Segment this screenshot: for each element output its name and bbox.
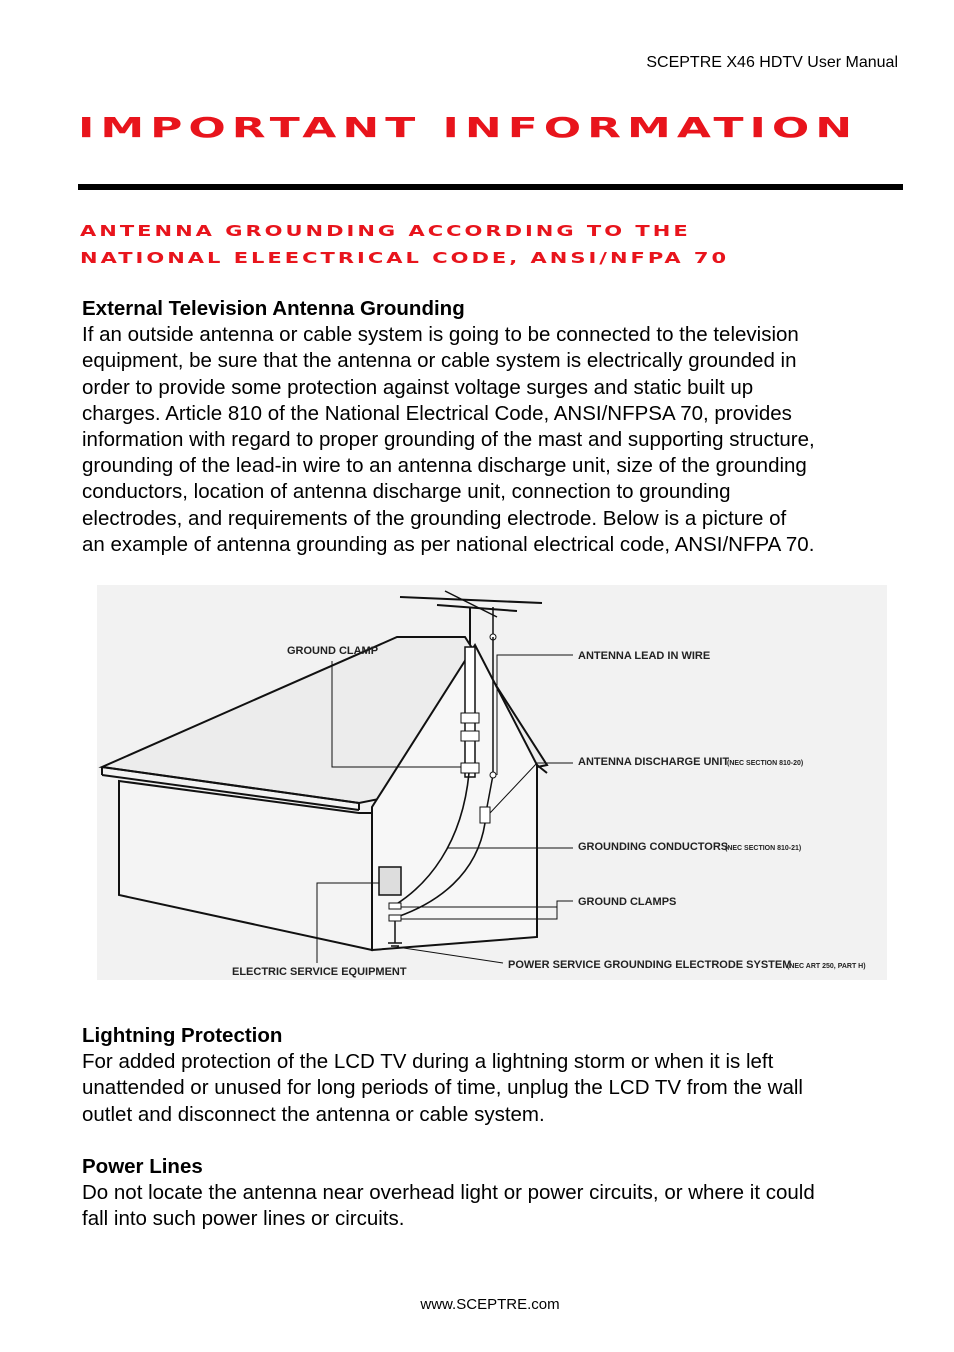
label-antenna-lead-in-wire: ANTENNA LEAD IN WIRE (578, 650, 711, 662)
paragraph-line: conductors, location of antenna discharge unit, connection to grounding (82, 480, 731, 504)
electric-service-equipment (379, 867, 401, 895)
title-divider (78, 184, 903, 190)
paragraph-line: If an outside antenna or cable system is going to be connected to the television (82, 323, 799, 347)
label-antenna-discharge-unit: ANTENNA DISCHARGE UNIT (578, 756, 730, 768)
paragraph-line: information with regard to proper grounding of the mast and supporting structure, (82, 428, 815, 452)
manual-header: SCEPTRE X46 HDTV User Manual (646, 54, 898, 71)
mast-bracket (461, 713, 479, 723)
footer-website: www.SCEPTRE.com (420, 1296, 560, 1313)
paragraph-line: an example of antenna grounding as per national electrical code, ANSI/NFPA 70. (82, 532, 815, 556)
section-title (80, 218, 910, 272)
section-title-line-2: NATIONAL ELEECTRICAL CODE, ANSI/NFPA 70 (80, 249, 730, 267)
power-lines-heading: Power Lines (82, 1155, 203, 1178)
external-grounding-section (82, 296, 912, 558)
paragraph-line: electrodes, and requirements of the grounding electrode. Below is a picture of (82, 506, 787, 530)
paragraph-line: charges. Article 810 of the National Electrical Code, ANSI/NFPSA 70, provides (82, 401, 792, 425)
label-grounding-conductors-ref: (NEC SECTION 810-21) (725, 845, 802, 852)
paragraph-line: order to provide some protection against voltage surges and static built up (82, 375, 754, 399)
lightning-protection-heading: Lightning Protection (82, 1024, 283, 1047)
label-power-service-grounding: POWER SERVICE GROUNDING ELECTRODE SYSTEM (508, 959, 792, 971)
paragraph-line: equipment, be sure that the antenna or cable system is electrically grounded in (82, 349, 797, 373)
ground-clamp (389, 903, 401, 909)
ground-clamp (389, 915, 401, 921)
antenna-grounding-diagram (97, 585, 887, 980)
paragraph-line: unattended or unused for long periods of time, unplug the LCD TV from the wall (82, 1076, 803, 1100)
power-lines-section (82, 1154, 912, 1233)
antenna-discharge-unit (480, 807, 490, 823)
antenna-mast (465, 647, 475, 777)
paragraph-line: For added protection of the LCD TV during a lightning storm or when it is left (82, 1050, 774, 1074)
label-ground-clamp: GROUND CLAMP (287, 645, 379, 657)
lightning-protection-section (82, 1023, 912, 1128)
label-antenna-discharge-unit-ref: (NEC SECTION 810-20) (727, 760, 804, 767)
label-ground-clamps: GROUND CLAMPS (578, 896, 677, 908)
paragraph-line: outlet and disconnect the antenna or cable system. (82, 1102, 545, 1126)
mast-bracket (461, 731, 479, 741)
label-power-service-grounding-ref: (NEC ART 250, PART H) (787, 963, 866, 970)
external-grounding-heading: External Television Antenna Grounding (82, 297, 465, 320)
label-grounding-conductors: GROUNDING CONDUCTORS (578, 841, 729, 853)
page-title: IMPORTANT INFORMATION (78, 112, 859, 144)
paragraph-line: grounding of the lead-in wire to an antenna discharge unit, size of the grounding (82, 454, 807, 478)
paragraph-line: Do not locate the antenna near overhead light or power circuits, or where it could (82, 1181, 815, 1205)
label-electric-service-equipment: ELECTRIC SERVICE EQUIPMENT (232, 966, 407, 978)
paragraph-line: fall into such power lines or circuits. (82, 1207, 405, 1231)
standoff-insulator (490, 772, 496, 778)
section-title-line-1: ANTENNA GROUNDING ACCORDING TO THE (80, 222, 691, 240)
grounding-diagram-svg (97, 585, 887, 980)
ground-clamp-top (461, 763, 479, 773)
